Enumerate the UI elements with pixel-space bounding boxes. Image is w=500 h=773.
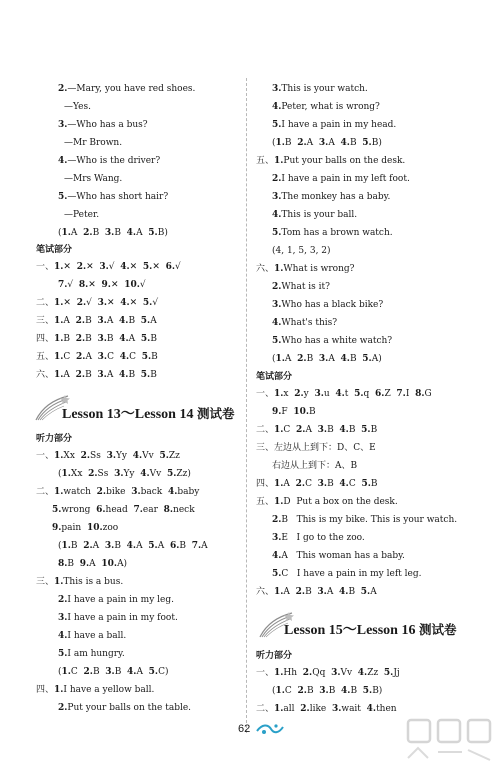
watermark-stamp-icon <box>404 716 496 768</box>
lesson-13-14-subtitle: 测试卷 <box>196 406 235 421</box>
answer-line: 2.—Mary, you have red shoes. <box>58 84 196 94</box>
answer-line: (4, 1, 5, 3, 2) <box>272 246 331 256</box>
answer-line: 一、1.x 2.y 3.u 4.t 5.q 6.Z 7.I 8.G <box>256 389 432 399</box>
answer-line: (1.A 2.B 3.B 4.A 5.B) <box>58 228 168 238</box>
section-heading: 笔试部分 <box>36 245 73 255</box>
page-number: 62 <box>238 723 251 735</box>
answer-line: 四、1.I have a yellow ball. <box>36 685 155 695</box>
lesson-15-16-subtitle: 测试卷 <box>418 622 457 637</box>
answer-line: 3.E I go to the zoo. <box>272 533 365 543</box>
answer-line: 二、1.✕ 2.√ 3.✕ 4.✕ 5.√ <box>36 298 159 308</box>
answer-line: —Peter. <box>64 210 100 220</box>
answer-line: 三、1.This is a bus. <box>36 577 124 587</box>
answer-line: 3.I have a pain in my foot. <box>58 613 178 623</box>
answer-line: 四、1.B 2.B 3.B 4.A 5.B <box>36 334 157 344</box>
section-heading: 笔试部分 <box>256 372 293 382</box>
brand-logo-icon <box>256 722 284 736</box>
answer-line: 2.What is it? <box>272 282 330 292</box>
column-divider <box>246 78 247 733</box>
answer-line: (1.C 2.B 3.B 4.B 5.B) <box>272 686 383 696</box>
answer-line: —Mrs Wang. <box>64 174 123 184</box>
answer-line: 2.Put your balls on the table. <box>58 703 192 713</box>
answer-line: 4.This is your ball. <box>272 210 358 220</box>
answer-line: 9.pain 10.zoo <box>52 523 119 533</box>
section-heading: 听力部分 <box>36 434 73 444</box>
lesson-13-14-heading <box>62 406 234 423</box>
answer-line: 5.Who has a white watch? <box>272 336 393 346</box>
lesson-15-16-title: Lesson 15～Lesson 16 <box>284 623 416 638</box>
answer-line: 3.The monkey has a baby. <box>272 192 391 202</box>
answer-line: 5.C I have a pain in my left leg. <box>272 569 422 579</box>
answer-line: 8.B 9.A 10.A) <box>58 559 128 569</box>
answer-line: 4.A This woman has a baby. <box>272 551 405 561</box>
answer-line: —Mr Brown. <box>64 138 123 148</box>
answer-line: 2.B This is my bike. This is your watch. <box>272 515 458 525</box>
answer-line: 2.I have a pain in my left foot. <box>272 174 410 184</box>
answer-line: 五、1.Put your balls on the desk. <box>256 156 406 166</box>
answer-line: 五、1.D Put a box on the desk. <box>256 497 398 507</box>
lesson-15-16-heading <box>284 622 456 639</box>
answer-line: 一、1.✕ 2.✕ 3.√ 4.✕ 5.✕ 6.√ <box>36 262 181 272</box>
answer-line: (1.B 2.A 3.B 4.A 5.A 6.B 7.A <box>58 541 208 551</box>
answer-line: 三、左边从上到下：D、C、E <box>256 443 376 453</box>
answer-line: —Yes. <box>64 102 91 112</box>
answer-line: 3.This is your watch. <box>272 84 368 94</box>
answer-line: 4.—Who is the driver? <box>58 156 161 166</box>
answer-line: (1.B 2.A 3.A 4.B 5.B) <box>272 138 382 148</box>
answer-line: 2.I have a pain in my leg. <box>58 595 174 605</box>
answer-line: 一、1.Xx 2.Ss 3.Yy 4.Vv 5.Zz <box>36 451 180 461</box>
answer-line: 3.—Who has a bus? <box>58 120 148 130</box>
answer-line: 5.—Who has short hair? <box>58 192 169 202</box>
answer-line: (1.C 2.B 3.B 4.A 5.C) <box>58 667 169 677</box>
answer-line: 5.I have a pain in my head. <box>272 120 397 130</box>
answer-line: 六、1.A 2.B 3.A 4.B 5.B <box>36 370 157 380</box>
answer-line: 5.wrong 6.head 7.ear 8.neck <box>52 505 195 515</box>
answer-line: 7.√ 8.✕ 9.✕ 10.√ <box>58 280 146 290</box>
answer-line: 4.Peter, what is wrong? <box>272 102 380 112</box>
answer-line: 4.I have a ball. <box>58 631 127 641</box>
answer-line: 一、1.Hh 2.Qq 3.Vv 4.Zz 5.Jj <box>256 668 400 678</box>
answer-line: 六、1.What is wrong? <box>256 264 355 274</box>
answer-line: (1.Xx 2.Ss 3.Yy 4.Vv 5.Zz) <box>58 469 191 479</box>
answer-line: 六、1.A 2.B 3.A 4.B 5.A <box>256 587 377 597</box>
answer-line: 二、1.all 2.like 3.wait 4.then <box>256 704 397 714</box>
answer-line: 5.Tom has a brown watch. <box>272 228 393 238</box>
answer-line: 9.F 10.B <box>272 407 316 417</box>
answer-line: 3.Who has a black bike? <box>272 300 384 310</box>
answer-line: 五、1.C 2.A 3.C 4.C 5.B <box>36 352 158 362</box>
section-heading: 听力部分 <box>256 651 293 661</box>
answer-line: 5.I am hungry. <box>58 649 125 659</box>
answer-line: 三、1.A 2.B 3.A 4.B 5.A <box>36 316 157 326</box>
answer-line: 右边从上到下：A、B <box>272 461 358 471</box>
answer-line: 四、1.A 2.C 3.B 4.C 5.B <box>256 479 378 489</box>
answer-line: (1.A 2.B 3.A 4.B 5.A) <box>272 354 382 364</box>
answer-line: 4.What's this? <box>272 318 338 328</box>
answer-line: 二、1.C 2.A 3.B 4.B 5.B <box>256 425 378 435</box>
answer-line: 二、1.watch 2.bike 3.back 4.baby <box>36 487 200 497</box>
lesson-13-14-title: Lesson 13～Lesson 14 <box>62 407 194 422</box>
